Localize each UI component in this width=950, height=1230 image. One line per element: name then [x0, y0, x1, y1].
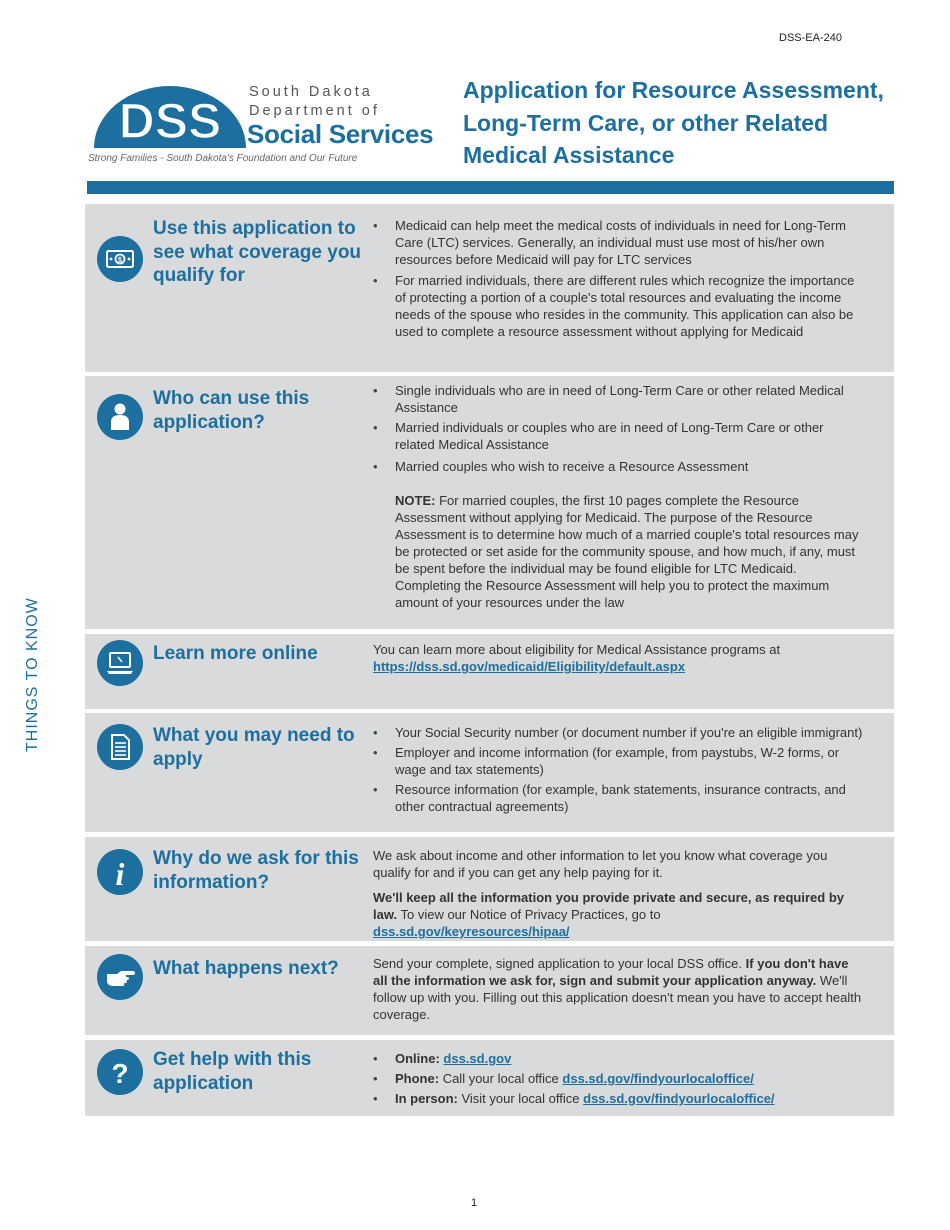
logo-department: Department of: [249, 103, 380, 119]
document-icon: [97, 724, 143, 770]
form-number: DSS-EA-240: [779, 32, 842, 44]
list-item: • Medicaid can help meet the medical costs of individuals in need for Long-Term Care (LTC) services. Generally, an individual must use most of his/her own resources before Medicaid will pay for LTC services: [373, 217, 865, 268]
dss-logo-abbr: DSS: [118, 93, 222, 149]
side-label: THINGS TO KNOW: [24, 597, 41, 752]
list-item: • Married individuals or couples who are in need of Long-Term Care or other related Medical Assistance: [373, 419, 865, 453]
list-item-phone: [373, 1070, 865, 1087]
section-why-we-ask: [85, 837, 894, 941]
list-item: • Single individuals who are in need of Long-Term Care or other related Medical Assistance: [373, 382, 865, 416]
eligibility-link[interactable]: https://dss.sd.gov/medicaid/Eligibility/default.aspx: [373, 659, 686, 674]
section-body: [373, 955, 865, 1023]
page-number: 1: [471, 1197, 478, 1209]
list-item: • For married individuals, there are different rules which recognize the importance of protecting a portion of a couple's total resources and evaluating the income needs of the spouse who resides in the community. This application can also be used to complete a resource assessment without applying for Medicaid: [373, 272, 865, 340]
section-what-you-need: [85, 713, 894, 832]
page-title: Application for Resource Assessment, Long-Term Care, or other Related Medical Assistance: [463, 77, 884, 168]
in-person-text: Visit your local office: [461, 1091, 580, 1106]
svg-text:i: i: [115, 856, 125, 892]
section-body: [373, 847, 865, 940]
learn-text: You can learn more about eligibility for Medical Assistance programs at: [373, 642, 781, 657]
list-item: • Your Social Security number (or document number if you're an eligible immigrant): [373, 724, 865, 741]
pointing-hand-icon: [97, 954, 143, 1000]
section-what-happens-next: [85, 946, 894, 1035]
section-heading: Use this application to see what coverage you qualify for: [153, 218, 362, 286]
person-icon: [97, 394, 143, 440]
phone-link[interactable]: dss.sd.gov/findyourlocaloffice/: [562, 1071, 754, 1086]
bullet-list: [373, 217, 865, 340]
money-icon: [97, 236, 143, 282]
privacy-paragraph: [373, 889, 865, 940]
note-text: For married couples, the first 10 pages complete the Resource Assessment without applying for Medicaid. The purpose of the Resource Assessment is to determine how much of a married couple's total resources may be protected or set aside for the community spouse, and how much, if any, must be spent before the individual may be found eligible for LTC Medicaid. Completing the Resource Assessment will help you to protect the maximum amount of your resources under the law: [395, 493, 859, 610]
list-item-in-person: [373, 1090, 865, 1107]
section-heading: Get help with this application: [153, 1049, 312, 1094]
section-heading: Learn more online: [153, 643, 318, 664]
online-label: Online:: [395, 1051, 440, 1066]
bullet-list: [373, 382, 865, 475]
section-learn-more: [85, 634, 894, 709]
privacy-bold: We'll keep all the information you provide private and secure, as required by law.: [373, 890, 844, 922]
computer-icon: [97, 640, 143, 686]
next-paragraph: [373, 955, 865, 1023]
section-body: [373, 217, 865, 340]
list-item: • Resource information (for example, bank statements, insurance contracts, and other contractual agreements): [373, 781, 865, 815]
list-item: • Employer and income information (for example, from paystubs, W-2 forms, or wage and tax statements): [373, 744, 865, 778]
section-heading: What happens next?: [153, 958, 339, 979]
question-icon: [97, 1049, 143, 1095]
logo-tagline: Strong Families - South Dakota's Foundation and Our Future: [88, 153, 358, 164]
online-link[interactable]: dss.sd.gov: [443, 1051, 512, 1066]
dss-logo: [88, 80, 452, 170]
info-icon: [97, 849, 143, 895]
privacy-text: To view our Notice of Privacy Practices, go to: [400, 907, 661, 922]
list-item-online: [373, 1050, 865, 1067]
svg-text:?: ?: [111, 1058, 129, 1089]
svg-text:$: $: [118, 257, 122, 264]
next-text-a: Send your complete, signed application to your local DSS office.: [373, 956, 743, 971]
bullet-list: [373, 724, 865, 815]
section-body: [373, 382, 865, 611]
logo-state: South Dakota: [249, 84, 373, 100]
section-heading: Who can use this application?: [153, 388, 310, 433]
phone-text: Call your local office: [442, 1071, 559, 1086]
next-text-bold: If you don't have all the information we ask for, sign and submit your application anyway.: [373, 956, 849, 988]
section-body: [373, 724, 865, 815]
bullet-list: [373, 1050, 865, 1107]
section-get-help: [85, 1040, 894, 1116]
why-text: We ask about income and other information to let you know what coverage you qualify for and if you can get any help paying for it.: [373, 848, 828, 880]
dss-logo-mark: [92, 82, 247, 150]
phone-label: Phone:: [395, 1071, 440, 1086]
in-person-link[interactable]: dss.sd.gov/findyourlocaloffice/: [583, 1091, 775, 1106]
logo-agency: Social Services: [247, 119, 434, 149]
section-heading: Why do we ask for this information?: [153, 848, 359, 893]
hipaa-link[interactable]: dss.sd.gov/keyresources/hipaa/: [373, 924, 570, 939]
note-label: NOTE:: [395, 493, 436, 508]
section-body: [373, 1050, 865, 1107]
header-divider-bar: [87, 181, 894, 194]
section-heading: What you may need to apply: [153, 725, 355, 770]
in-person-label: In person:: [395, 1091, 458, 1106]
section-use-application: [85, 204, 894, 372]
section-who-can-use: [85, 376, 894, 629]
list-item: • Married couples who wish to receive a Resource Assessment: [373, 458, 865, 475]
next-text-c: We'll follow up with you. Filling out this application doesn't mean you have to accept health coverage.: [373, 973, 862, 1022]
note-paragraph: [373, 492, 865, 611]
section-body: [373, 641, 865, 675]
